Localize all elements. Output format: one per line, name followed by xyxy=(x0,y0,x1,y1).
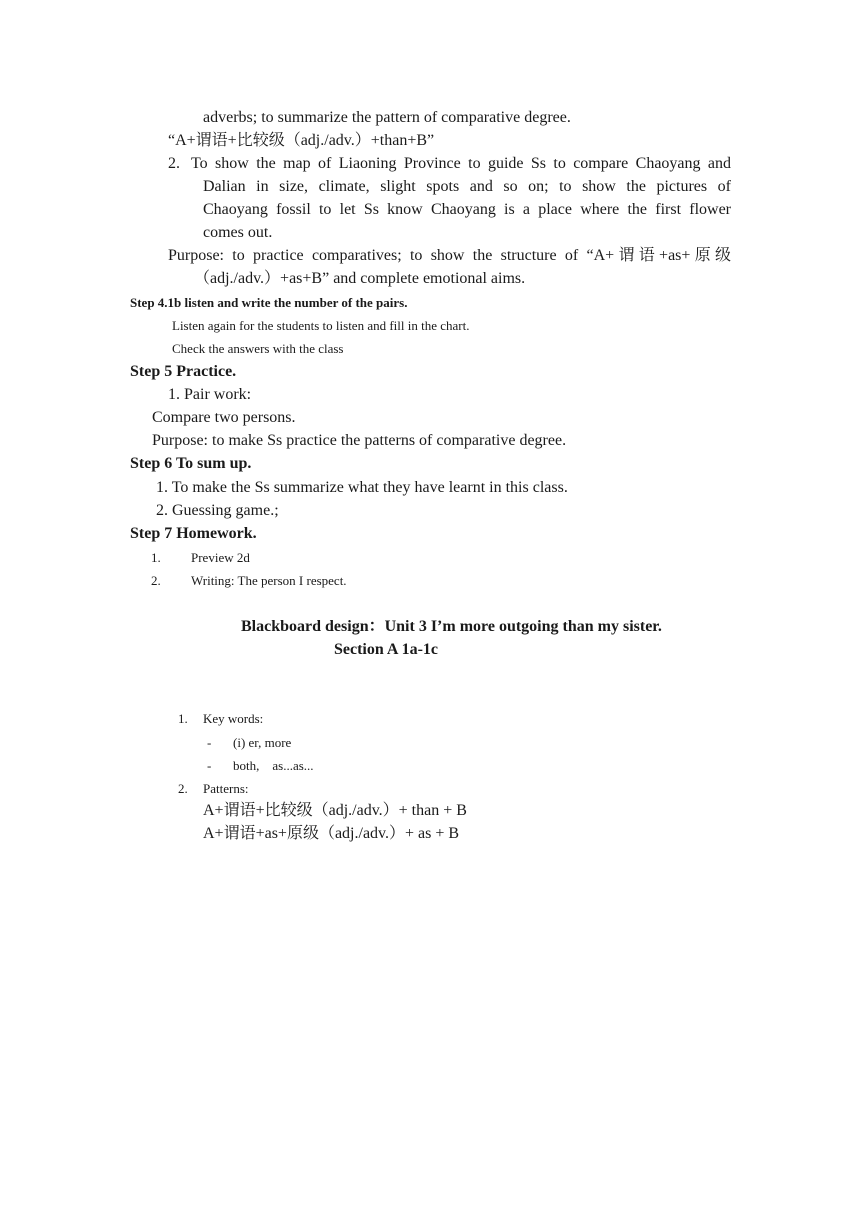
text-line: Dalian in size, climate, slight spots and so on; to show the pictures of xyxy=(203,178,731,195)
step-heading: Step 4.1b listen and write the number of the pairs. xyxy=(130,295,408,310)
purpose-line: Purpose: to make Ss practice the patterns of comparative degree. xyxy=(152,432,567,449)
text-line: To show the map of Liaoning Province to guide Ss to compare Chaoyang and xyxy=(191,155,731,172)
text-line: Check the answers with the class xyxy=(172,341,344,356)
pattern-formula: A+谓语+比较级（adj./adv.）+ than + B xyxy=(203,802,467,819)
text-line: Chaoyang fossil to let Ss know Chaoyang is a place where the first flower xyxy=(203,201,731,218)
bullet-dash: - xyxy=(207,758,212,773)
list-number: 2. xyxy=(151,573,161,588)
text-line: adverbs; to summarize the pattern of comparative degree. xyxy=(203,109,571,126)
list-number: 2. xyxy=(168,155,180,172)
step-heading: Step 7 Homework. xyxy=(130,525,257,542)
list-item: Preview 2d xyxy=(191,550,250,565)
text-line: 1. To make the Ss summarize what they have learnt in this class. xyxy=(156,479,568,496)
list-number: 1. xyxy=(178,711,188,726)
text-line: 2. Guessing game.; xyxy=(156,502,279,519)
blackboard-title: Blackboard design：Unit 3 I’m more outgoing than my sister. xyxy=(241,618,662,635)
text-line: Listen again for the students to listen and fill in the chart. xyxy=(172,318,470,333)
list-item: both, as...as... xyxy=(233,758,314,773)
purpose-line: Purpose: to practice comparatives; to show the structure of “A+谓语+as+原级 xyxy=(168,247,731,264)
text-line: comes out. xyxy=(203,224,273,241)
step-heading: Step 6 To sum up. xyxy=(130,455,252,472)
pattern-formula: A+谓语+as+原级（adj./adv.）+ as + B xyxy=(203,825,460,842)
bullet-dash: - xyxy=(207,735,212,750)
blackboard-subtitle: Section A 1a-1c xyxy=(334,641,438,658)
list-item: (i) er, more xyxy=(233,735,292,750)
list-label: Patterns: xyxy=(203,781,249,796)
list-label: Key words: xyxy=(203,711,264,726)
pattern-formula: “A+谓语+比较级（adj./adv.）+than+B” xyxy=(168,132,435,149)
step-heading: Step 5 Practice. xyxy=(130,363,237,380)
text-line: （adj./adv.）+as+B” and complete emotional aims. xyxy=(194,270,526,287)
list-item: Writing: The person I respect. xyxy=(191,573,347,588)
text-line: Compare two persons. xyxy=(152,409,296,426)
list-number: 1. xyxy=(151,550,161,565)
list-number: 2. xyxy=(178,781,188,796)
text-line: 1. Pair work: xyxy=(168,386,252,403)
